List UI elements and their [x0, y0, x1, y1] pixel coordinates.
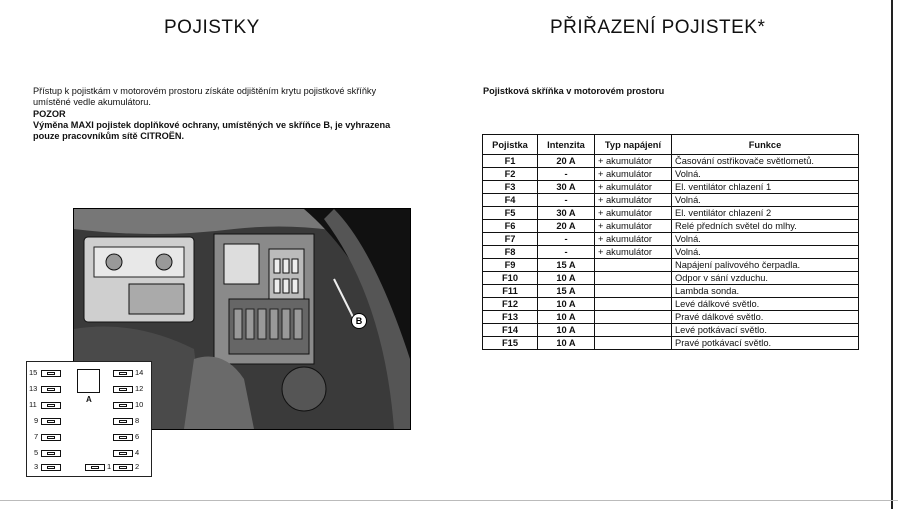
cell-function: Volná.	[672, 168, 859, 181]
fuse-slot	[41, 464, 61, 471]
cell-current: 20 A	[538, 220, 595, 233]
cell-supply	[595, 259, 672, 272]
fuse-number: 15	[29, 368, 38, 377]
fuse-slot	[41, 434, 61, 441]
cell-fuse: F8	[483, 246, 538, 259]
cell-supply: + akumulátor	[595, 207, 672, 220]
cell-function: Volná.	[672, 233, 859, 246]
cell-supply	[595, 298, 672, 311]
cell-current: -	[538, 194, 595, 207]
fuse-slot	[41, 386, 61, 393]
cell-function: Napájení palivového čerpadla.	[672, 259, 859, 272]
col-header-current: Intenzita	[538, 135, 595, 155]
cell-function: Levé dálkové světlo.	[672, 298, 859, 311]
table-row	[483, 285, 859, 298]
cell-current: 15 A	[538, 259, 595, 272]
fuse-number: 2	[135, 462, 140, 471]
fuse-slot	[41, 402, 61, 409]
fuse-number: 13	[29, 384, 38, 393]
fuse-number: 6	[135, 432, 140, 441]
cell-fuse: F1	[483, 155, 538, 168]
fuse-slot	[113, 434, 133, 441]
cell-function: Pravé potkávací světlo.	[672, 337, 859, 350]
fuse-slot	[113, 402, 133, 409]
fuse-number: 14	[135, 368, 144, 377]
fuse-slot	[41, 450, 61, 457]
relay-a-label: A	[86, 395, 92, 404]
table-row	[483, 194, 859, 207]
cell-supply: + akumulátor	[595, 220, 672, 233]
fuse-slot	[113, 386, 133, 393]
table-row	[483, 246, 859, 259]
left-page-title: POJISTKY	[164, 17, 260, 38]
cell-function: Levé potkávací světlo.	[672, 324, 859, 337]
cell-supply	[595, 311, 672, 324]
cell-current: 10 A	[538, 272, 595, 285]
warning-heading: POZOR	[33, 109, 66, 119]
fuse-number: 4	[135, 448, 140, 457]
cell-function: Odpor v sání vzduchu.	[672, 272, 859, 285]
cell-fuse: F9	[483, 259, 538, 272]
table-row	[483, 220, 859, 233]
fuse-number: 8	[135, 416, 140, 425]
cell-supply	[595, 272, 672, 285]
cell-fuse: F3	[483, 181, 538, 194]
cell-supply: + akumulátor	[595, 181, 672, 194]
table-row	[483, 311, 859, 324]
table-row	[483, 324, 859, 337]
cell-current: 10 A	[538, 324, 595, 337]
cell-current: 20 A	[538, 155, 595, 168]
warning-text: Výměna MAXI pojistek doplňkové ochrany, umístěných ve skříňce B, je vyhrazena pouze pracovníkům sítě CITROËN.	[33, 120, 391, 141]
cell-fuse: F2	[483, 168, 538, 181]
photo-label-b: B	[351, 313, 367, 329]
col-header-supply: Typ napájení	[595, 135, 672, 155]
cell-function: Lambda sonda.	[672, 285, 859, 298]
fuse-number: 12	[135, 384, 144, 393]
cell-fuse: F14	[483, 324, 538, 337]
table-row	[483, 259, 859, 272]
table-row	[483, 207, 859, 220]
col-header-fuse: Pojistka	[483, 135, 538, 155]
fuse-number: 10	[135, 400, 144, 409]
cell-supply: + akumulátor	[595, 168, 672, 181]
table-header-row	[483, 135, 859, 155]
table-row	[483, 337, 859, 350]
intro-block	[33, 86, 413, 142]
cell-function: El. ventilátor chlazení 1	[672, 181, 859, 194]
cell-supply: + akumulátor	[595, 246, 672, 259]
cell-current: 30 A	[538, 207, 595, 220]
relay-a-box	[77, 369, 100, 393]
fuse-slot	[113, 418, 133, 425]
fuse-slot	[85, 464, 105, 471]
cell-current: 10 A	[538, 298, 595, 311]
cell-function: Relé předních světel do mlhy.	[672, 220, 859, 233]
cell-current: 30 A	[538, 181, 595, 194]
table-row	[483, 181, 859, 194]
cell-function: Volná.	[672, 194, 859, 207]
fuse-slot	[41, 418, 61, 425]
page-edge-bottom	[0, 500, 898, 501]
cell-function: El. ventilátor chlazení 2	[672, 207, 859, 220]
cell-function: Pravé dálkové světlo.	[672, 311, 859, 324]
cell-fuse: F7	[483, 233, 538, 246]
fuse-number: 9	[34, 416, 39, 425]
cell-fuse: F5	[483, 207, 538, 220]
cell-fuse: F10	[483, 272, 538, 285]
fuse-box-subheading: Pojistková skříňka v motorovém prostoru	[483, 86, 665, 96]
cell-function: Volná.	[672, 246, 859, 259]
cell-fuse: F4	[483, 194, 538, 207]
table-row	[483, 233, 859, 246]
fuse-number: 5	[34, 448, 39, 457]
col-header-function: Funkce	[672, 135, 859, 155]
cell-fuse: F12	[483, 298, 538, 311]
fuse-slot	[113, 464, 133, 471]
cell-supply	[595, 324, 672, 337]
cell-current: 15 A	[538, 285, 595, 298]
table-row	[483, 272, 859, 285]
cell-fuse: F11	[483, 285, 538, 298]
intro-text: Přístup k pojistkám v motorovém prostoru získáte odjištěním krytu pojistkové skříňky umístěné vedle akumulátoru.	[33, 86, 377, 107]
fuse-slot	[113, 450, 133, 457]
cell-supply	[595, 337, 672, 350]
fuse-assignment-table	[482, 134, 859, 350]
cell-fuse: F15	[483, 337, 538, 350]
cell-current: 10 A	[538, 311, 595, 324]
cell-fuse: F13	[483, 311, 538, 324]
fuse-number: 1	[107, 462, 112, 471]
fuse-slot	[113, 370, 133, 377]
fuse-number: 7	[34, 432, 39, 441]
table-row	[483, 155, 859, 168]
cell-supply: + akumulátor	[595, 233, 672, 246]
cell-supply: + akumulátor	[595, 155, 672, 168]
cell-current: -	[538, 233, 595, 246]
cell-supply	[595, 285, 672, 298]
cell-current: 10 A	[538, 337, 595, 350]
cell-function: Časování ostřikovače světlometů.	[672, 155, 859, 168]
right-page-title: PŘIŘAZENÍ POJISTEK*	[550, 17, 766, 38]
table-row	[483, 168, 859, 181]
table-row	[483, 298, 859, 311]
fuse-box-diagram	[26, 361, 152, 477]
cell-current: -	[538, 168, 595, 181]
cell-supply: + akumulátor	[595, 194, 672, 207]
fuse-number: 11	[29, 400, 37, 409]
cell-fuse: F6	[483, 220, 538, 233]
fuse-number: 3	[34, 462, 39, 471]
cell-current: -	[538, 246, 595, 259]
fuse-slot	[41, 370, 61, 377]
page-edge-right	[891, 0, 893, 509]
